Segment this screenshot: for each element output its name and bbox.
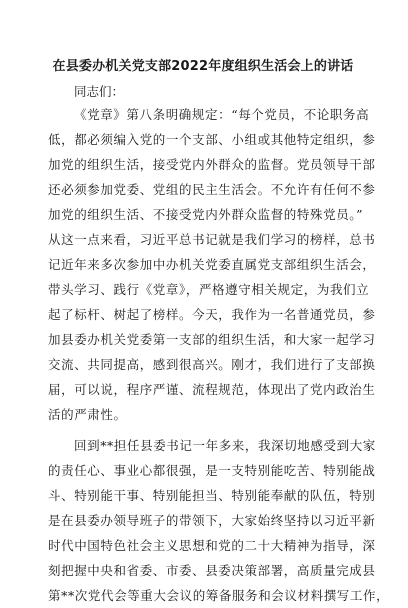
text-line: 低，都必须编入党的一个支部、小组或其他特定组织，参 [48, 132, 376, 147]
text-line: 加党的组织生活，接受党内外群众的监督。党员领导干部 [48, 157, 376, 172]
text-line: 还必须参加党委、党组的民主生活会。不允许有任何不参 [48, 182, 376, 197]
text-line: 的责任心、事业心都很强，是一支特别能吃苦、特别能战 [48, 463, 376, 478]
text-line: 带头学习、践行《党章》，严格遵守相关规定，为我们立 [48, 282, 370, 297]
text-line: 时代中国特色社会主义思想和党的二十大精神为指导，深 [48, 538, 376, 553]
text-line: 届，可以说，程序严谨、流程规范，体现出了党内政治生 [48, 382, 376, 397]
text-line: 交流、共同提高，感到很高兴。刚才，我们进行了支部换 [48, 357, 376, 372]
text-line: 加党的组织生活、不接受党内外群众监督的特殊党员。” [48, 207, 364, 222]
salutation: 同志们： [74, 84, 125, 99]
document-title: 在县委办机关党支部2022年度组织生活会上的讲话 [52, 59, 354, 74]
text-line: 加县委办机关党委第一支部的组织生活，和大家一起学习 [48, 332, 376, 347]
text-line: 是在县委办领导班子的带领下，大家始终坚持以习近平新 [48, 513, 376, 528]
text-line: 起了标杆、树起了榜样。今天，我作为一名普通党员，参 [48, 307, 376, 322]
text-line: 斗、特别能干事、特别能担当、特别能奉献的队伍，特别 [48, 488, 376, 503]
paragraph-2 [48, 433, 390, 608]
text-line: 从这一点来看，习近平总书记就是我们学习的榜样，总书 [48, 232, 376, 247]
text-line: 《党章》第八条明确规定：“每个党员，不论职务高 [74, 107, 370, 122]
text-line: 刻把握中央和省委、市委、县委决策部署，高质量完成县 [48, 563, 376, 578]
text-line: 记近年来多次参加中办机关党委直属党支部组织生活会， [48, 257, 376, 272]
text-line: 活的严肃性。 [48, 407, 127, 422]
paragraph-1 [48, 102, 376, 427]
text-line: 第**次党代会等重大会议的筹备服务和会议材料撰写工作， [48, 588, 390, 603]
text-line: 回到**担任县委书记一年多来，我深切地感受到大家 [74, 438, 376, 453]
